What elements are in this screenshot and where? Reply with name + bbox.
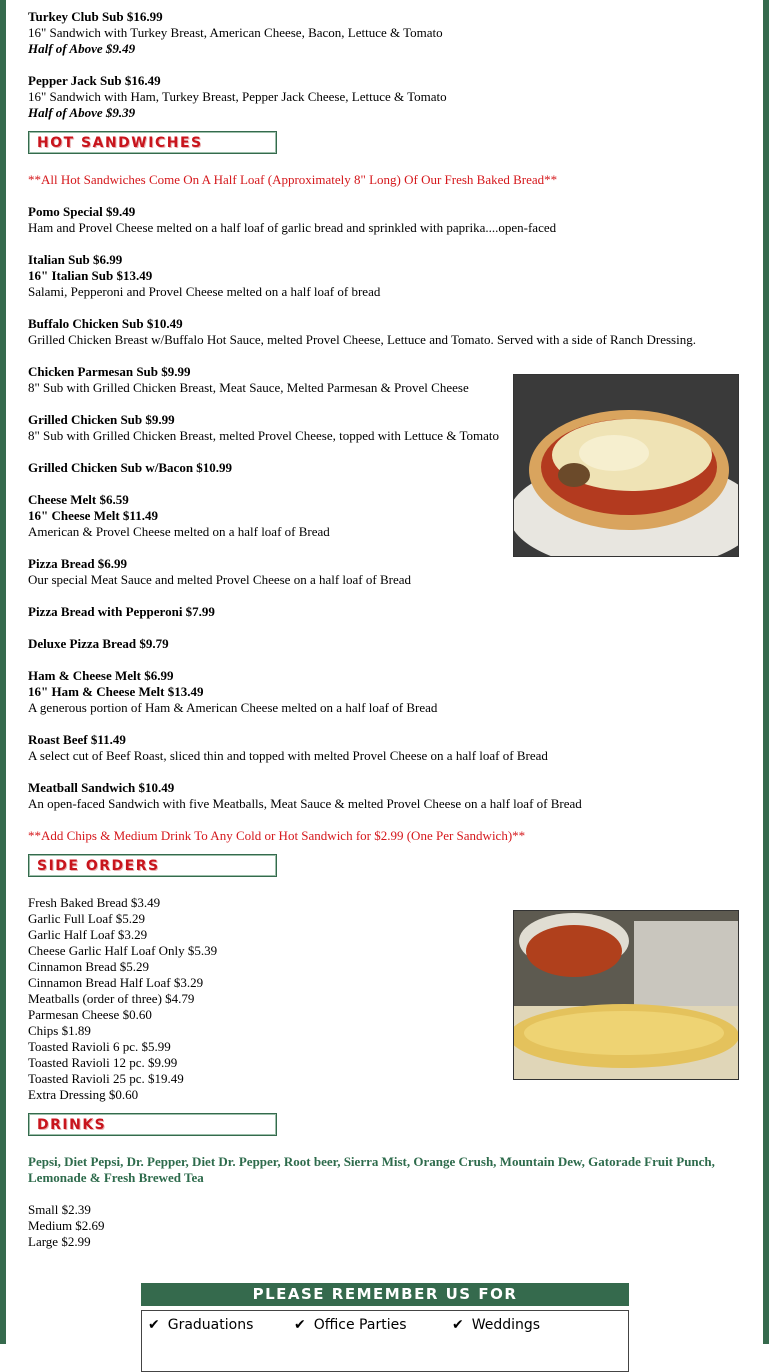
occasion-weddings [452, 1317, 540, 1333]
menu-item-pizza-bread [28, 556, 743, 588]
list-item: Cinnamon Bread Half Loaf $3.29 [28, 975, 204, 990]
list-item: Fresh Baked Bread $3.49 [28, 895, 161, 910]
item-description: A generous portion of Ham & American Cheese melted on a half loaf of Bread [28, 700, 438, 715]
list-item: Parmesan Cheese $0.60 [28, 1007, 152, 1022]
item-description: 16" Sandwich with Turkey Breast, American Cheese, Bacon, Lettuce & Tomato [28, 25, 443, 40]
item-name-price: 16" Italian Sub $13.49 [28, 268, 153, 283]
item-description: 8" Sub with Grilled Chicken Breast, Meat Sauce, Melted Parmesan & Provel Cheese [28, 380, 469, 395]
item-name-price: Pizza Bread $6.99 [28, 556, 128, 571]
occasion-office-parties [294, 1317, 406, 1333]
item-description: 8" Sub with Grilled Chicken Breast, melted Provel Cheese, topped with Lettuce & Tomato [28, 428, 499, 443]
item-half-price: Half of Above $9.39 [28, 105, 136, 120]
section-header-side-orders [28, 854, 277, 877]
menu-item-pomo-special [28, 204, 743, 236]
menu-item-pizza-bread-pepperoni [28, 604, 743, 620]
occasion-label: Office Parties [313, 1317, 407, 1333]
list-item: Large $2.99 [28, 1234, 91, 1249]
section-header-drinks [28, 1113, 277, 1136]
occasion-label: Weddings [471, 1317, 541, 1333]
menu-item-meatball-sandwich [28, 780, 743, 812]
list-item: Small $2.39 [28, 1202, 91, 1217]
list-item: Garlic Full Loaf $5.29 [28, 911, 145, 926]
occasions-box [141, 1310, 629, 1372]
menu-item-roast-beef [28, 732, 743, 764]
list-item: Meatballs (order of three) $4.79 [28, 991, 195, 1006]
menu-item-italian-sub [28, 252, 743, 300]
list-item: Cheese Garlic Half Loaf Only $5.39 [28, 943, 218, 958]
section-header-label: SIDE ORDERS [37, 857, 160, 874]
list-item: Toasted Ravioli 25 pc. $19.49 [28, 1071, 184, 1086]
item-name-price: Meatball Sandwich $10.49 [28, 780, 175, 795]
section-header-label: HOT SANDWICHES [37, 134, 203, 151]
item-description: American & Provel Cheese melted on a half loaf of Bread [28, 524, 330, 539]
list-item: Chips $1.89 [28, 1023, 91, 1038]
item-name-price: Pomo Special $9.49 [28, 204, 136, 219]
page-border-right [763, 0, 769, 1344]
menu-item-ham-cheese-melt [28, 668, 743, 716]
item-name-price: Grilled Chicken Sub w/Bacon $10.99 [28, 460, 233, 475]
item-name-price: Roast Beef $11.49 [28, 732, 126, 747]
item-name-price: Pepper Jack Sub $16.49 [28, 73, 161, 88]
list-item: Garlic Half Loaf $3.29 [28, 927, 148, 942]
item-name-price: Deluxe Pizza Bread $9.79 [28, 636, 169, 651]
item-name-price: Chicken Parmesan Sub $9.99 [28, 364, 191, 379]
item-description: 16" Sandwich with Ham, Turkey Breast, Pepper Jack Cheese, Lettuce & Tomato [28, 89, 447, 104]
item-name-price: Buffalo Chicken Sub $10.49 [28, 316, 183, 331]
item-name-price: Ham & Cheese Melt $6.99 [28, 668, 174, 683]
side-orders-photo [513, 910, 739, 1080]
section-header-hot-sandwiches [28, 131, 277, 154]
page-border-left [0, 0, 6, 1344]
item-name-price: Italian Sub $6.99 [28, 252, 123, 267]
occasion-graduations [148, 1317, 253, 1333]
item-description: Our special Meat Sauce and melted Provel Cheese on a half loaf of Bread [28, 572, 411, 587]
remember-us-title: PLEASE REMEMBER US FOR [141, 1283, 629, 1306]
list-item: Extra Dressing $0.60 [28, 1087, 139, 1102]
item-name-price: 16" Ham & Cheese Melt $13.49 [28, 684, 204, 699]
item-description: A select cut of Beef Roast, sliced thin and topped with melted Provel Cheese on a half loaf of Bread [28, 748, 548, 763]
item-name-price: Grilled Chicken Sub $9.99 [28, 412, 175, 427]
checkmark-icon: ✔ [452, 1317, 464, 1333]
list-item: Cinnamon Bread $5.29 [28, 959, 149, 974]
item-name-price: Cheese Melt $6.59 [28, 492, 129, 507]
remember-us-banner [141, 1283, 629, 1353]
menu-item-pepper-jack [28, 73, 743, 121]
section-header-label: DRINKS [37, 1116, 107, 1133]
chicken-parmesan-photo [513, 374, 739, 557]
item-description: An open-faced Sandwich with five Meatballs, Meat Sauce & melted Provel Cheese on a half loaf of Bread [28, 796, 582, 811]
list-item: Toasted Ravioli 12 pc. $9.99 [28, 1055, 178, 1070]
hot-sandwiches-note: **All Hot Sandwiches Come On A Half Loaf (Approximately 8" Long) Of Our Fresh Baked Bread** [28, 172, 558, 187]
occasion-label: Graduations [167, 1317, 254, 1333]
item-half-price: Half of Above $9.49 [28, 41, 136, 56]
checkmark-icon: ✔ [148, 1317, 160, 1333]
item-description: Ham and Provel Cheese melted on a half loaf of garlic bread and sprinkled with paprika....open-faced [28, 220, 557, 235]
drink-flavors: Pepsi, Diet Pepsi, Dr. Pepper, Diet Dr. Pepper, Root beer, Sierra Mist, Orange Crush, Mountain Dew, Gatorade Fruit Punch, Lemonade & Fresh Brewed Tea [28, 1154, 715, 1185]
checkmark-icon: ✔ [294, 1317, 306, 1333]
item-name-price: Pizza Bread with Pepperoni $7.99 [28, 604, 215, 619]
drink-sizes [28, 1202, 743, 1250]
item-description: Salami, Pepperoni and Provel Cheese melted on a half loaf of bread [28, 284, 381, 299]
menu-item-buffalo-chicken [28, 316, 743, 348]
item-description: Grilled Chicken Breast w/Buffalo Hot Sauce, melted Provel Cheese, Lettuce and Tomato. Served with a side of Ranch Dressing. [28, 332, 696, 347]
addon-note: **Add Chips & Medium Drink To Any Cold or Hot Sandwich for $2.99 (One Per Sandwich)** [28, 828, 526, 843]
item-name-price: Turkey Club Sub $16.99 [28, 9, 163, 24]
menu-item-deluxe-pizza-bread [28, 636, 743, 652]
menu-item-turkey-club [28, 9, 743, 57]
list-item: Medium $2.69 [28, 1218, 105, 1233]
list-item: Toasted Ravioli 6 pc. $5.99 [28, 1039, 171, 1054]
item-name-price: 16" Cheese Melt $11.49 [28, 508, 158, 523]
